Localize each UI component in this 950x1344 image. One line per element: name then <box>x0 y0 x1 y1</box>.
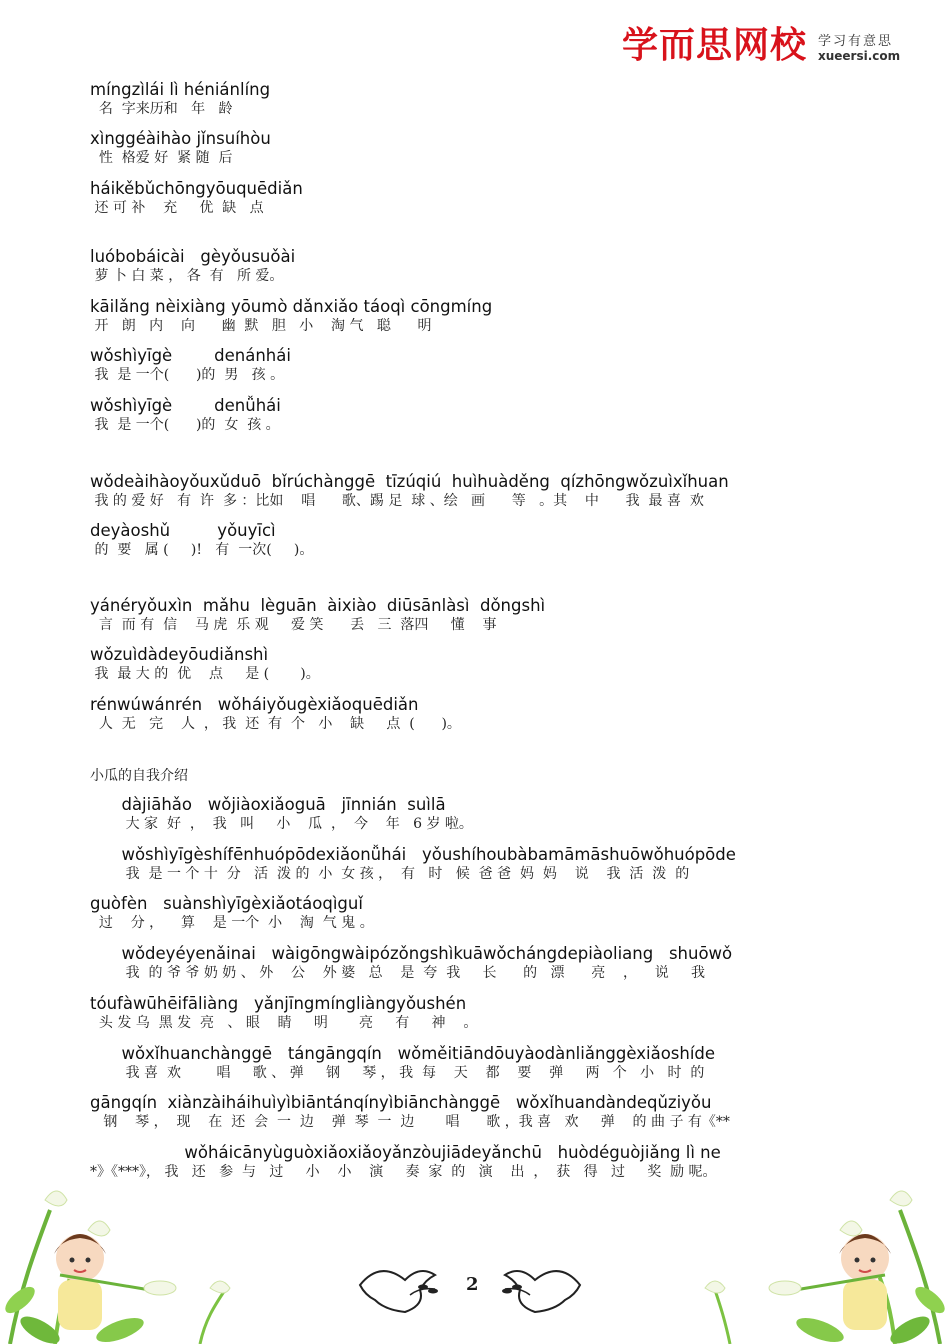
pinyin-line: tóufàwūhēifāliàng yǎnjīngmíngliàngyǒushén <box>90 994 467 1013</box>
hanzi-line: 我 的 爷 爷 奶 奶 、 外 公 外 婆 总 是 夸 我 长 的 漂 亮 ， 说 我 <box>90 965 706 981</box>
hanzi-line: 我 是 一个( )的 女 孩 。 <box>90 417 280 433</box>
hanzi-line: 的 要 属 ( )! 有 一次( )。 <box>90 542 314 558</box>
pinyin-line: wǒshìyīgè denǚhái <box>90 396 281 415</box>
xueersi-logo <box>622 24 922 68</box>
hanzi-line: 钢 琴 ， 现 在 还 会 一 边 弹 琴 一 边 唱 歌 ，我 喜 欢 弹 的 曲 子 有《** <box>90 1114 730 1130</box>
hanzi-line: 性 格爱 好 紧 随 后 <box>90 150 233 166</box>
hanzi-line: 过 分 ， 算 是 一个 小 淘 气 鬼 。 <box>90 915 374 931</box>
hanzi-line: 开 朗 内 向 幽 默 胆 小 淘 气 聪 明 <box>90 318 432 334</box>
pinyin-line: rénwúwánrén wǒháiyǒugèxiǎoquēdiǎn <box>90 695 419 714</box>
right-dove-ornament <box>495 1255 585 1315</box>
right-girl-flower-illustration <box>700 1180 950 1344</box>
pinyin-line: xìnggéàihào jǐnsuíhòu <box>90 129 271 148</box>
hanzi-line: *》《***》， 我 还 参 与 过 小 小 演 奏 家 的 演 出 ， 获 得 过 奖 励 呢。 <box>90 1164 717 1180</box>
pinyin-line: wǒdeàihàoyǒuxǔduō bǐrúchànggē tīzúqiú huìhuàděng qízhōngwǒzuìxǐhuan <box>90 472 729 491</box>
hanzi-line: 我 的 爱 好 有 许 多 ：比如 唱 歌、踢 足 球 、绘 画 等 。其 中 我 最 喜 欢 <box>90 493 704 509</box>
hanzi-line: 我 是 一个( )的 男 孩 。 <box>90 367 285 383</box>
hanzi-line: 名 字来历和 年 龄 <box>90 101 233 117</box>
hanzi-line: 大 家 好 ， 我 叫 小 瓜 ， 今 年 6 岁 啦。 <box>90 816 473 832</box>
pinyin-line: wǒshìyīgèshífēnhuópōdexiǎonǚhái yǒushíhoubàbamāmāshuōwǒhuópōde <box>90 845 736 864</box>
hanzi-line: 人 无 完 人 ， 我 还 有 个 小 缺 点 ( )。 <box>90 716 461 732</box>
hanzi-line: 我 是 一 个 十 分 活 泼 的 小 女 孩 ， 有 时 候 爸 爸 妈 妈 说 我 活 泼 的 <box>90 866 690 882</box>
pinyin-line: gāngqín xiànzàiháihuìyìbiāntánqínyìbiānchànggē wǒxǐhuandàndeqǔziyǒu <box>90 1093 712 1112</box>
pinyin-line: míngzìlái lì héniánlíng <box>90 80 271 99</box>
page-number: 2 <box>466 1274 479 1295</box>
pinyin-line: wǒdeyéyenǎinai wàigōngwàipózǒngshìkuāwǒchángdepiàoliang shuōwǒ <box>90 944 733 963</box>
pinyin-line: dàjiāhǎo wǒjiàoxiǎoguā jīnnián suìlā <box>90 795 446 814</box>
left-girl-flower-illustration <box>0 1180 240 1344</box>
pinyin-line: yánéryǒuxìn mǎhu lèguān àixiào diūsānlàsì dǒngshì <box>90 596 546 615</box>
pinyin-line: wǒháicānyùguòxiǎoxiǎoyǎnzòujiādeyǎnchū huòdéguòjiǎng lì ne <box>90 1143 721 1162</box>
hanzi-line: 我 喜 欢 唱 歌 、 弹 钢 琴 ， 我 每 天 都 要 弹 两 个 小 时 的 <box>90 1065 705 1081</box>
pinyin-line: wǒxǐhuanchànggē tángāngqín wǒměitiāndōuyàodànliǎnggèxiǎoshíde <box>90 1044 716 1063</box>
hanzi-line: 言 而 有 信 马 虎 乐 观 爱 笑 丢 三 落四 懂 事 <box>90 617 497 633</box>
pinyin-line: deyàoshǔ yǒuyīcì <box>90 521 276 540</box>
pinyin-line: wǒshìyīgè denánhái <box>90 346 291 365</box>
logo-text: 学而思网校 <box>622 25 808 66</box>
hanzi-line: 我 最 大 的 优 点 是 ( )。 <box>90 666 320 682</box>
pinyin-line: guòfèn suànshìyīgèxiǎotáoqìguǐ <box>90 894 363 913</box>
pinyin-line: kāilǎng nèixiàng yōumò dǎnxiǎo táoqì cōngmíng <box>90 297 493 316</box>
hanzi-line: 还 可 补 充 优 缺 点 <box>90 200 264 216</box>
essay-title: 小瓜的自我介绍 <box>90 768 188 784</box>
logo-url: xueersi.com <box>818 49 901 63</box>
hanzi-line: 萝 卜 白 菜 ， 各 有 所 爱。 <box>90 268 284 284</box>
left-dove-ornament <box>355 1255 445 1315</box>
logo-tagline: 学习有意思 <box>818 34 894 49</box>
pinyin-line: luóbobáicài gèyǒusuǒài <box>90 247 296 266</box>
hanzi-line: 头 发 乌 黑 发 亮 、 眼 睛 明 亮 有 神 。 <box>90 1015 478 1031</box>
pinyin-line: háikěbǔchōngyōuquēdiǎn <box>90 179 303 198</box>
pinyin-line: wǒzuìdàdeyōudiǎnshì <box>90 645 269 664</box>
